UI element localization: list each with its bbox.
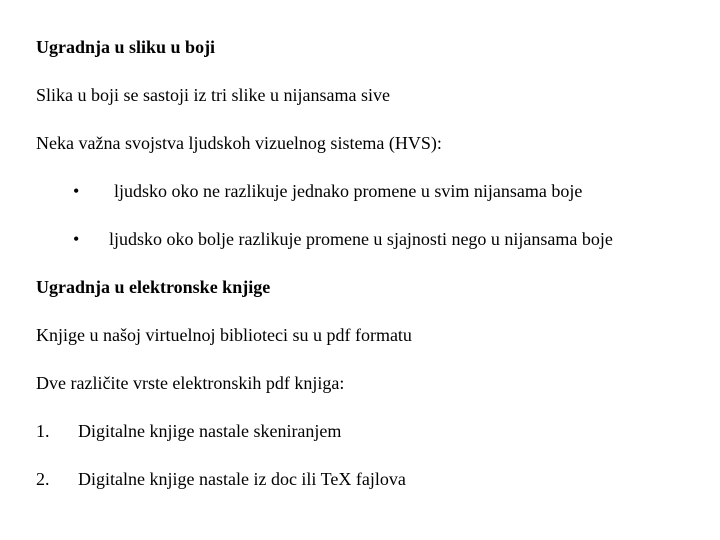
paragraph-pdf-format: Knjige u našoj virtuelnoj biblioteci su u pdf formatu <box>36 325 412 345</box>
section-heading-ebooks: Ugradnja u elektronske knjige <box>36 277 271 297</box>
numbered-item-2: Digitalne knjige nastale iz doc ili TeX fajlova <box>78 469 406 489</box>
bullet-marker: • <box>73 181 80 201</box>
list-number-1: 1. <box>36 421 50 441</box>
paragraph-color-image: Slika u boji se sastoji iz tri slike u nijansama sive <box>36 85 390 105</box>
bullet-item-1: ljudsko oko ne razlikuje jednako promene u svim nijansama boje <box>114 181 583 201</box>
paragraph-hvs-properties: Neka važna svojstva ljudskoh vizuelnog sistema (HVS): <box>36 133 442 153</box>
bullet-item-2: ljudsko oko bolje razlikuje promene u sjajnosti nego u nijansama boje <box>109 229 613 249</box>
list-number-2: 2. <box>36 469 50 489</box>
bullet-marker: • <box>73 229 80 249</box>
section-heading-color-image: Ugradnja u sliku u boji <box>36 37 216 57</box>
paragraph-ebook-types: Dve različite vrste elektronskih pdf knjiga: <box>36 373 345 393</box>
numbered-item-1: Digitalne knjige nastale skeniranjem <box>78 421 342 441</box>
